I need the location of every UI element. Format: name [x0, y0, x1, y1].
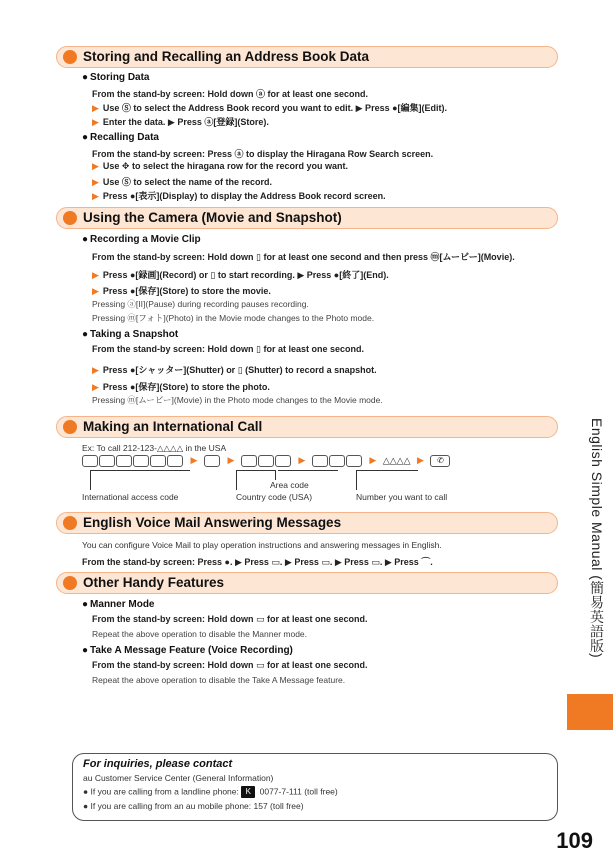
section-header: [56, 572, 558, 594]
section-title: Making an International Call: [83, 419, 263, 434]
key-icon: [133, 455, 149, 467]
section-title: Other Handy Features: [83, 575, 225, 590]
orange-dot-icon: [63, 576, 77, 590]
movie-note-2: Pressing ⓜ[フォト](Photo) in the Movie mode changes to the Photo mode.: [92, 313, 375, 323]
section-title: Using the Camera (Movie and Snapshot): [83, 210, 342, 225]
intl-example: Ex: To call 212-123-△△△△ in the USA: [82, 443, 227, 453]
intl-key-sequence: ▶ ▶ ▶ ▶ △△△△ ▶ ✆: [82, 455, 450, 469]
key-icon: [99, 455, 115, 467]
manner-title: ● Manner Mode: [82, 599, 155, 610]
key-icon: [116, 455, 132, 467]
snapshot-title: ● Taking a Snapshot: [82, 329, 179, 340]
section-title: Storing and Recalling an Address Book Data: [83, 49, 370, 64]
key-icon: [258, 455, 274, 467]
inquiry-landline: ● If you are calling from a landline phone: K 0077-7-111 (toll free): [83, 786, 338, 797]
recalling-line-4: ▶ Press ●[表示](Display) to display the Address Book record screen.: [92, 191, 386, 201]
storing-data-title: ● Storing Data: [82, 72, 150, 83]
recalling-line-3: ▶ Use Ⓢ to select the name of the record.: [92, 177, 272, 187]
movie-line-2: ▶ Press ●[録画](Record) or ▯ to start recording. ▶ Press ●[終了](End).: [92, 270, 389, 280]
inquiry-mobile: ● If you are calling from an au mobile phone: 157 (toll free): [83, 801, 304, 811]
recalling-line-1: From the stand-by screen: Press ⓐ to display the Hiragana Row Search screen.: [92, 149, 434, 159]
key-icon: [346, 455, 362, 467]
storing-line-2: ▶ Use Ⓢ to select the Address Book record you want to edit. ▶ Press ●[編集](Edit).: [92, 103, 448, 113]
country-code-label: Country code (USA): [236, 492, 313, 502]
voicemail-line-1: You can configure Voice Mail to play operation instructions and answering messages in English.: [82, 540, 442, 550]
snapshot-line-3: ▶ Press ●[保存](Store) to store the photo.: [92, 382, 270, 392]
recalling-data-title: ● Recalling Data: [82, 132, 159, 143]
phone-badge-icon: K: [241, 786, 255, 798]
voicemail-line-2: From the stand-by screen: Press ●. ▶ Press ▭. ▶ Press ▭. ▶ Press ▭. ▶ Press ⌒.: [82, 557, 433, 567]
number-to-call-label: Number you want to call: [356, 492, 448, 502]
inquiry-title: For inquiries, please contact: [83, 758, 233, 770]
snapshot-line-1: From the stand-by screen: Hold down ▯ for at least one second.: [92, 344, 364, 354]
section-header: [56, 416, 558, 438]
section-camera: [56, 207, 558, 229]
page-number: 109: [556, 828, 593, 853]
snapshot-line-2: ▶ Press ●[シャッター](Shutter) or ▯ (Shutter) to record a snapshot.: [92, 365, 377, 375]
section-international-call: [56, 416, 558, 438]
storing-line-1: From the stand-by screen: Hold down ⓐ for at least one second.: [92, 89, 369, 99]
recalling-line-2: ▶ Use ✥ to select the hiragana row for the record you want.: [92, 161, 349, 171]
key-icon: [150, 455, 166, 467]
section-header: [56, 207, 558, 229]
intl-access-code-label: International access code: [82, 492, 179, 502]
orange-dot-icon: [63, 420, 77, 434]
movie-title: ● Recording a Movie Clip: [82, 234, 201, 245]
side-manual-label: English Simple Manual (簡易英語版): [589, 418, 605, 659]
key-icon: [204, 455, 220, 467]
movie-line-3: ▶ Press ●[保存](Store) to store the movie.: [92, 286, 271, 296]
take-message-line: From the stand-by screen: Hold down ▭ for at least one second.: [92, 660, 368, 670]
section-handy-features: [56, 572, 558, 594]
section-address-book: [56, 46, 558, 68]
manner-line: From the stand-by screen: Hold down ▭ for at least one second.: [92, 614, 368, 624]
inquiry-center: au Customer Service Center (General Information): [83, 773, 274, 783]
side-orange-tab: [567, 694, 613, 730]
take-message-title: ● Take A Message Feature (Voice Recording): [82, 645, 293, 656]
snapshot-note-1: Pressing ⓜ[ムービー](Movie) in the Photo mode changes to the Movie mode.: [92, 395, 383, 405]
area-code-label: Area code: [270, 480, 309, 490]
key-icon: [82, 455, 98, 467]
key-icon: [312, 455, 328, 467]
section-title: English Voice Mail Answering Messages: [83, 515, 342, 530]
orange-dot-icon: [63, 211, 77, 225]
call-key-icon: ✆: [430, 455, 450, 467]
take-message-note: Repeat the above operation to disable the Take A Message feature.: [92, 675, 346, 685]
key-icon: [329, 455, 345, 467]
storing-line-3: ▶ Enter the data. ▶ Press ⓐ[登録](Store).: [92, 117, 269, 127]
inquiry-box: [72, 753, 558, 821]
key-icon: [241, 455, 257, 467]
section-voice-mail: [56, 512, 558, 534]
section-header: [56, 512, 558, 534]
movie-line-1: From the stand-by screen: Hold down ▯ for at least one second and then press ⓜ[ムービー](Movie).: [92, 252, 515, 262]
section-header: [56, 46, 558, 68]
manner-note: Repeat the above operation to disable the Manner mode.: [92, 629, 308, 639]
triangle-digits: △△△△: [382, 455, 411, 466]
orange-dot-icon: [63, 50, 77, 64]
movie-note-1: Pressing ⓐ[II](Pause) during recording pauses recording.: [92, 299, 309, 309]
key-icon: [275, 455, 291, 467]
orange-dot-icon: [63, 516, 77, 530]
key-icon: [167, 455, 183, 467]
